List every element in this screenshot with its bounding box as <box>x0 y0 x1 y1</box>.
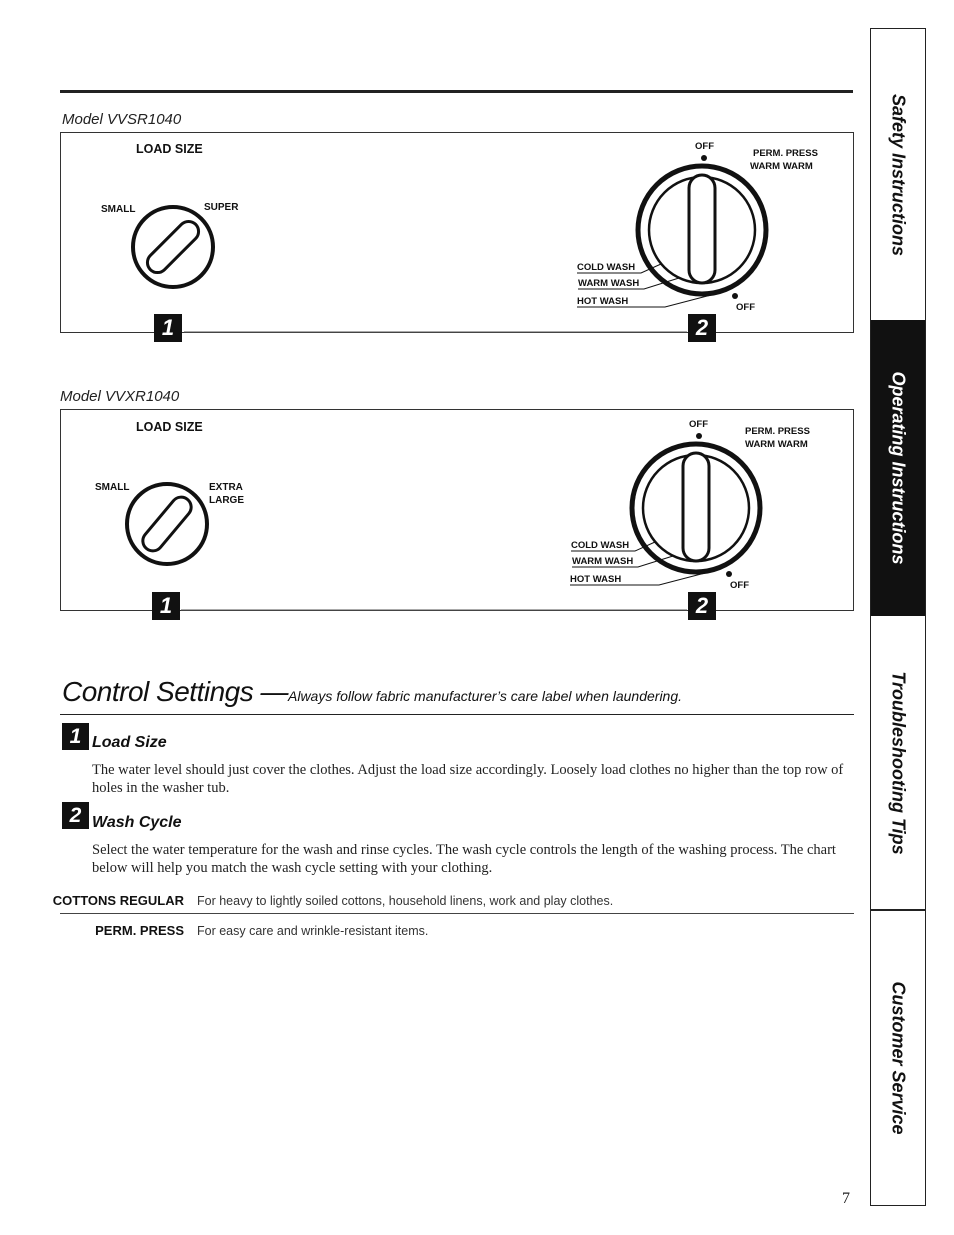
cycle-row-perm-press <box>60 923 854 945</box>
load-size-small-label: SMALL <box>95 482 130 493</box>
load-size-large-label: LARGE <box>209 495 244 506</box>
perm-press-warm-label: WARM WARM <box>750 161 813 172</box>
load-size-knob[interactable] <box>133 207 213 287</box>
step-1-heading: Load Size <box>92 734 167 751</box>
load-size-small-label: SMALL <box>101 204 136 215</box>
perm-press-label: PERM. PRESS <box>745 426 810 437</box>
hot-wash-label: HOT WASH <box>570 574 622 585</box>
control-panel-drawing <box>61 410 855 612</box>
side-tab-customer-service[interactable] <box>870 911 926 1205</box>
page-number: 7 <box>842 1190 850 1207</box>
side-tab-label: Customer Service <box>888 981 909 1135</box>
top-rule <box>60 90 853 93</box>
load-size-super-label: SUPER <box>204 202 239 213</box>
cold-wash-label: COLD WASH <box>571 540 630 551</box>
control-panel-drawing <box>61 133 855 334</box>
wash-off-top-label: OFF <box>689 419 708 430</box>
hot-wash-label: HOT WASH <box>577 296 629 307</box>
control-settings-title: Control Settings — <box>62 676 288 707</box>
wash-cycle-knob[interactable] <box>632 444 760 572</box>
side-tab-troubleshooting-tips[interactable] <box>870 616 926 910</box>
section-rule <box>60 714 854 715</box>
model-label-vvxr1040: Model VVXR1040 <box>60 388 180 405</box>
cycle-name: COTTONS REGULAR <box>52 893 184 908</box>
control-panel-vvsr1040 <box>60 132 854 340</box>
cycle-description: For easy care and wrinkle-resistant items. <box>197 924 429 938</box>
cycle-row-cottons-regular <box>52 893 854 915</box>
load-size-title: LOAD SIZE <box>136 142 203 156</box>
step-marker-wash-cycle: 2 <box>688 592 716 620</box>
step-marker-wash-cycle: 2 <box>688 314 716 342</box>
perm-press-warm-label: WARM WARM <box>745 439 808 450</box>
cycle-table-rule <box>60 913 854 914</box>
off-indicator-dot-top <box>696 433 702 439</box>
step-marker-load-size: 1 <box>152 592 180 620</box>
cycle-name: PERM. PRESS <box>95 923 184 938</box>
side-tab-safety-instructions[interactable] <box>870 29 926 320</box>
side-tab-label: Safety Instructions <box>888 93 909 256</box>
cycle-description: For heavy to lightly soiled cottons, household linens, work and play clothes. <box>197 894 614 908</box>
warm-wash-label: WARM WASH <box>578 278 640 289</box>
load-size-extra-label: EXTRA <box>209 482 243 493</box>
step-1-marker: 1 <box>62 723 89 750</box>
step-2-body: Select the water temperature for the wash and rinse cycles. The wash cycle controls the length of the washing process. The chart below will help you match the wash cycle setting with your clothing. <box>92 842 836 876</box>
warm-wash-label: WARM WASH <box>572 556 634 567</box>
control-panel-vvxr1040 <box>60 409 854 618</box>
wash-cycle-knob[interactable] <box>638 166 766 294</box>
wash-off-bottom-label: OFF <box>736 302 755 313</box>
off-indicator-dot-bottom <box>732 293 738 299</box>
step-1-body: The water level should just cover the clothes. Adjust the load size accordingly. Loosely load clothes no higher than the top row of holes in the washer tub. <box>92 762 844 796</box>
step-marker-load-size: 1 <box>154 314 182 342</box>
control-settings-heading <box>62 676 682 708</box>
step-2-marker: 2 <box>62 802 89 829</box>
perm-press-label: PERM. PRESS <box>753 148 818 159</box>
off-indicator-dot-top <box>701 155 707 161</box>
load-size-knob[interactable] <box>127 484 207 564</box>
step-2-heading: Wash Cycle <box>92 814 182 831</box>
side-tab-label: Troubleshooting Tips <box>888 671 909 855</box>
wash-off-top-label: OFF <box>695 141 714 152</box>
load-size-title: LOAD SIZE <box>136 420 203 434</box>
model-label-vvsr1040: Model VVSR1040 <box>62 111 182 128</box>
wash-off-bottom-label: OFF <box>730 580 749 591</box>
side-tab-operating-instructions[interactable] <box>870 320 926 616</box>
off-indicator-dot-bottom <box>726 571 732 577</box>
side-tab-label: Operating Instructions <box>888 371 909 565</box>
cold-wash-label: COLD WASH <box>577 262 636 273</box>
control-settings-subtitle: Always follow fabric manufacturer’s care label when laundering. <box>288 688 683 704</box>
